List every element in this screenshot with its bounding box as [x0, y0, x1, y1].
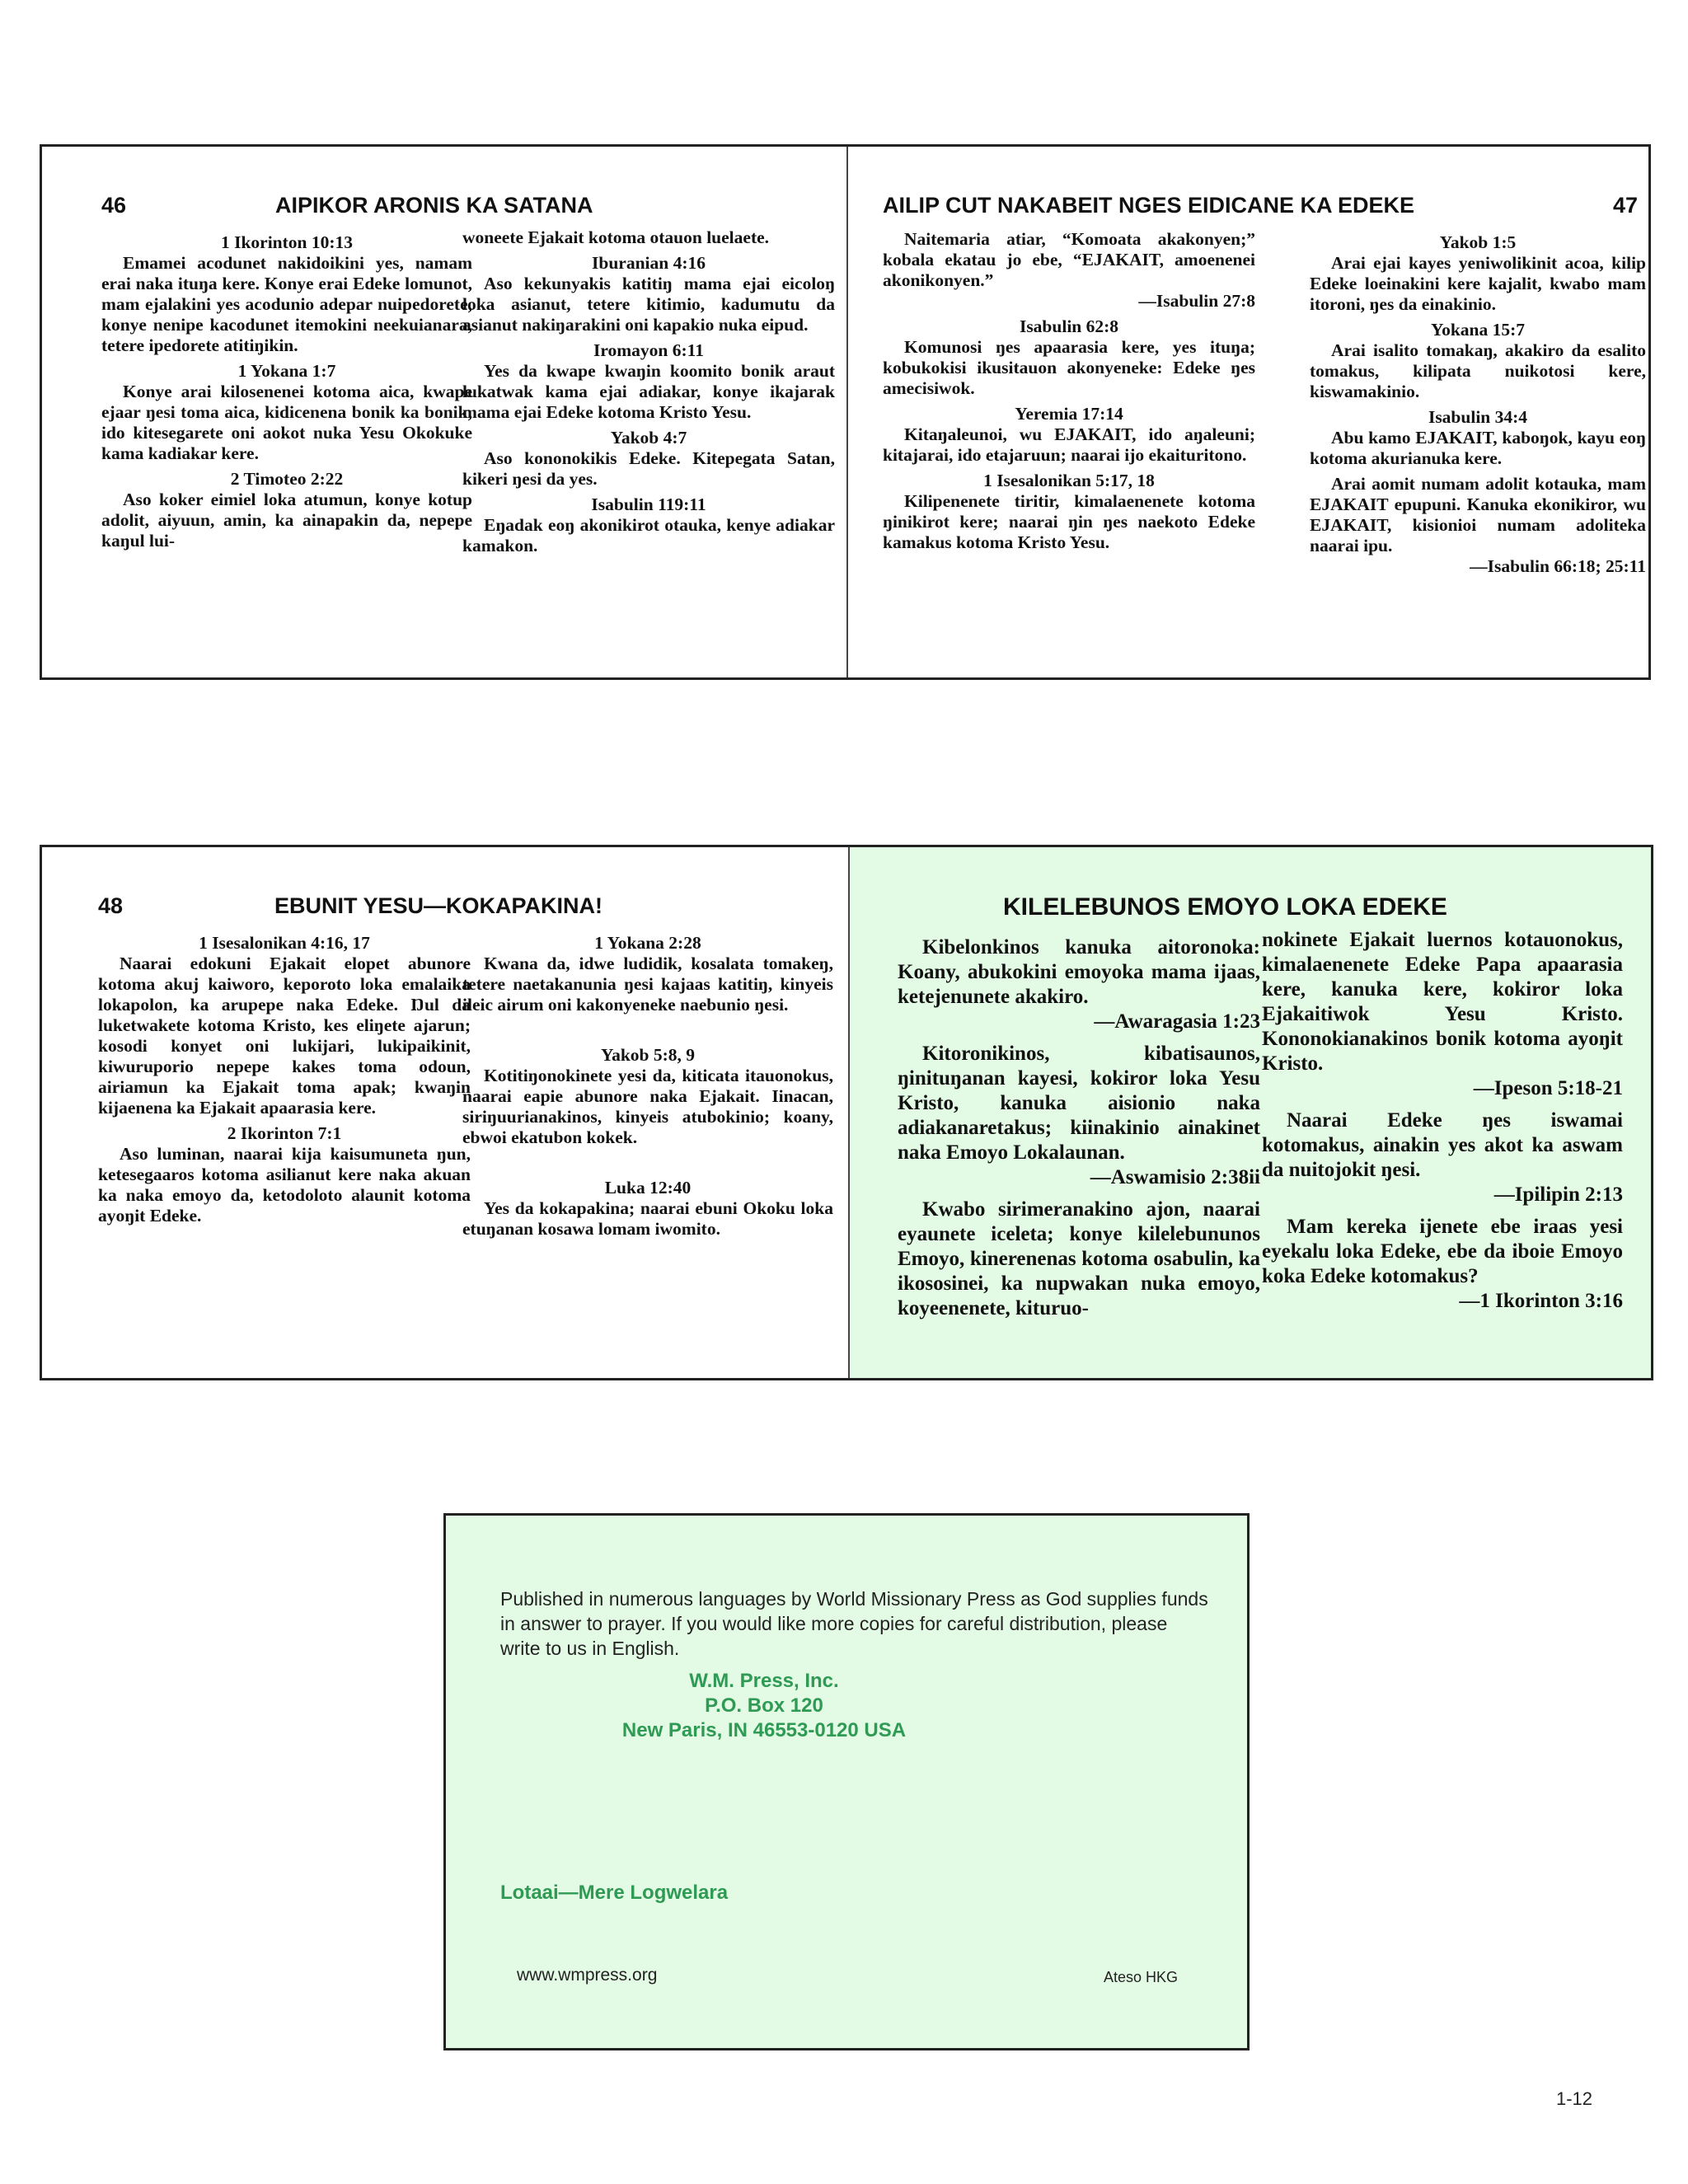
page-label: 1-12: [1556, 2088, 1593, 2109]
verse-text: woneete Ejakait kotoma otauon luelaete.: [462, 227, 770, 247]
verse-text: Kotitiŋonokinete yesi da, kiticata itauonokus, naarai eapie abunore naka Ejakait. Iinacan, siriŋuurianakinos, kinyeis atubokinio; koany, ebwoi ekatubon kokek.: [462, 1066, 833, 1147]
verse-text: Kwabo sirimeranakino ajon, naarai eyaunete iceleta; konye kilelebununos Emoyo, kinerenenas kotoma osabulin, ka ikososinei, ka nupwakan nuka emoyo, koyeenenete, kituruo-: [898, 1198, 1260, 1319]
page-title: EBUNIT YESU—KOKAPAKINA!: [274, 893, 603, 918]
spread-46-47: [40, 144, 1651, 680]
verse-text: Kilipenenete tiritir, kimalaenenete kotoma ŋinikirot kere; naarai ŋin ŋes naekoto Edeke kamakus kotoma Kristo Yesu.: [883, 491, 1255, 552]
verse-text: Konye arai kilosenenei kotoma aica, kwape ejaar ŋesi toma aica, kidicenena bonik ka bonik, ido kitesegarete oni aokot nuka Yesu Okokuke kama kadiakar kere.: [101, 382, 472, 463]
verse-text: Kitoronikinos, kibatisaunos, ŋinituŋanan kayesi, kokiror loka Yesu Kristo, kanuka aisionio naka adiakanaretakus; kiinakinio ainakinet naka Emoyo Lokalaunan.: [898, 1043, 1260, 1164]
page-title: KILELEBUNOS EMOYO LOKA EDEKE: [1003, 893, 1447, 921]
verse-text: Kwana da, idwe ludidik, kosalata tomakeŋ, tetere naetakanunia ŋesi kajaas katitiŋ, kinyeis ileic airum oni kakonyeneke naebunio ŋesi.: [462, 954, 833, 1015]
text-column-right: [1262, 928, 1623, 1314]
scripture-reference: Yeremia 17:14: [1015, 404, 1123, 424]
website-link[interactable]: www.wmpress.org: [517, 1966, 658, 1985]
verse-text: Yes da kwape kwaŋin koomito bonik araut lukatwak kama ejai adiakar, konye ikajarak mama ejai Edeke kotoma Kristo Yesu.: [462, 361, 835, 422]
address-line: New Paris, IN 46553-0120 USA: [621, 1719, 907, 1741]
verse-text: Aso kekunyakis katitiŋ mama ejai eicoloŋ loka asianut, tetere kitimio, kadumutu da asianut nakiŋarakini oni kapakio nuka eipud.: [462, 274, 835, 335]
verse-text: Arai isalito tomakaŋ, akakiro da esalito tomakus, kilipata nuikotosi kere, kiswamakinio.: [1310, 340, 1646, 401]
scripture-citation: —Isabulin 66:18; 25:11: [1470, 556, 1646, 576]
address-line: W.M. Press, Inc.: [689, 1670, 839, 1692]
verse-text: Mam kereka ijenete ebe iraas yesi eyekalu loka Edeke, ebe da iboie Emoyo koka Edeke kotomakus?: [1262, 1216, 1623, 1287]
verse-text: Arai ejai kayes yeniwolikinit acoa, kilip Edeke loeinakini kere kajalit, kwabo mam itoroni, ŋes da einakinio.: [1310, 253, 1646, 314]
verse-text: Aso koker eimiel loka atumun, konye kotup adolit, aiyuun, amin, ka ainapakin da, nepepe kaŋul lui-: [101, 490, 472, 551]
scripture-reference: 1 Isesalonikan 4:16, 17: [199, 933, 370, 953]
verse-text: nokinete Ejakait luernos kotauonokus, kimalaenenete Edeke Papa apaarasia kere, kanuka kere, kokiror loka Ejakaitiwok Yesu Kristo. Kononokianakinos bonik kotoma ayoŋit Kristo.: [1262, 929, 1623, 1075]
edition-code: Ateso HKG: [1104, 1969, 1179, 1985]
page-number: 47: [1613, 193, 1639, 218]
text-column-left: [98, 930, 471, 1226]
scripture-citation: —Ipilipin 2:13: [1493, 1183, 1623, 1206]
scripture-reference: Isabulin 34:4: [1428, 407, 1528, 427]
scripture-reference: 1 Isesalonikan 5:17, 18: [983, 471, 1155, 490]
verse-text: Naarai edokuni Ejakait elopet abunore kotoma akuj kaiworo, keporoto loka emalaika lokapolon, ka arupepe naka Edeke. Ŋul da luketwakete kotoma Kristo, kes eliŋete ajarun; kosodi konyet oni lukijari, lukipaikinit, kiwuruporio nepepe kakes toma odoun, airiamun ka Ejakait toma apak; kwaŋin kijaenena ka Ejakait apaarasia kere.: [98, 954, 471, 1118]
scripture-reference: 2 Ikorinton 7:1: [227, 1123, 342, 1143]
back-cover: [443, 1513, 1250, 2050]
verse-text: Kitaŋaleunoi, wu EJAKAIT, ido aŋaleuni; kitajarai, ido etajaruun; naarai ijo ekaituritono.: [883, 424, 1255, 465]
scripture-citation: —Isabulin 27:8: [1138, 291, 1255, 311]
address-line: P.O. Box 120: [705, 1694, 823, 1717]
scripture-reference: 1 Yokana 2:28: [594, 933, 701, 953]
verse-text: Aso luminan, naarai kija kaisumuneta ŋun, ketesegaaros kotoma asilianut kere naka akuan ka naka emoyo da, ketodoloto alaunit kotoma ayoŋit Edeke.: [98, 1144, 471, 1226]
scripture-citation: —Aswamisio 2:38ii: [1090, 1166, 1260, 1188]
verse-text: Naarai Edeke ŋes iswamai kotomakus, ainakin yes akot ka aswam da nuitojokit ŋesi.: [1262, 1109, 1623, 1181]
text-column-left: [883, 229, 1255, 553]
verse-text: Naitemaria atiar, “Komoata akakonyen;” kobala ekatau jo ebe, “EJAKAIT, amoenenei akonikonyen.”: [883, 229, 1255, 290]
page-title: AILIP CUT NAKABEIT NGES EIDICANE KA EDEKE: [883, 193, 1415, 218]
scripture-reference: 1 Ikorinton 10:13: [220, 232, 354, 252]
scripture-reference: Isabulin 119:11: [591, 494, 706, 514]
text-column-right: [462, 930, 833, 1240]
publisher-note: Published in numerous languages by World Missionary Press as God supplies funds in answer to prayer. If you would like more copies for careful distribution, please write to us in English.: [500, 1588, 1208, 1659]
scripture-reference: 2 Timoteo 2:22: [230, 469, 344, 489]
scripture-reference: 1 Yokana 1:7: [237, 361, 336, 381]
page-number: 48: [98, 893, 124, 918]
page-46: [42, 147, 848, 677]
page-title: AIPIKOR ARONIS KA SATANA: [275, 193, 593, 218]
verse-text: Eŋadak eoŋ akonikirot otauka, kenye adiakar kamakon.: [462, 515, 835, 555]
spread-48-49: [40, 845, 1653, 1380]
scripture-reference: Yakob 4:7: [610, 428, 687, 448]
verse-text: Komunosi ŋes apaarasia kere, yes ituŋa; kobukokisi ikusitauon akonyeneke: Edeke ŋes amecisiwok.: [883, 337, 1255, 398]
scripture-citation: —Awaragasia 1:23: [1094, 1010, 1260, 1033]
publisher-address: [500, 1669, 1028, 1743]
text-column-right: [1310, 229, 1646, 577]
booklet-title: Lotaai—Mere Logwelara: [500, 1882, 729, 1904]
page-49: [850, 847, 1651, 1378]
verse-text: Aso kononokikis Edeke. Kitepegata Satan, kikeri ŋesi da yes.: [462, 448, 835, 489]
scripture-reference: Iromayon 6:11: [593, 340, 704, 360]
verse-text: Yes da kokapakina; naarai ebuni Okoku loka etuŋanan kosawa lomam iwomito.: [462, 1198, 833, 1239]
scripture-reference: Luka 12:40: [604, 1178, 692, 1197]
verse-text: Abu kamo EJAKAIT, kaboŋok, kayu eoŋ kotoma akurianuka kere.: [1310, 428, 1646, 468]
verse-text: Kibelonkinos kanuka aitoronoka: Koany, abukokini emoyoka mama ijaas, ketejenunete akakiro.: [898, 936, 1260, 1008]
scripture-reference: Yokana 15:7: [1430, 320, 1526, 340]
scripture-reference: Yakob 5:8, 9: [600, 1045, 696, 1065]
scripture-citation: —Ipeson 5:18-21: [1473, 1077, 1623, 1099]
verse-text: Arai aomit numam adolit kotauka, mam EJAKAIT epupuni. Kanuka ekonikiror, wu EJAKAIT, kisionioi numam adoliteka naarai ipu.: [1310, 474, 1646, 555]
scripture-reference: Isabulin 62:8: [1019, 316, 1119, 336]
scripture-reference: Yakob 1:5: [1439, 232, 1517, 252]
page-48: [42, 847, 850, 1378]
page-number: 46: [101, 193, 127, 218]
text-column-left: [898, 928, 1260, 1321]
text-column-left: [101, 229, 472, 551]
page-47: [848, 147, 1648, 677]
scripture-reference: Iburanian 4:16: [592, 253, 706, 273]
text-column-right: [462, 227, 835, 556]
scripture-citation: —1 Ikorinton 3:16: [1459, 1290, 1623, 1312]
verse-text: Emamei acodunet nakidoikini yes, namam erai naka ituŋa kere. Konye erai Edeke lomunot, mam ejalakini yes acodunio adepar nuipedorete, konye nenipe kacodunet itemokini neekuianara, tetere ipedorete atitiŋikin.: [101, 253, 472, 355]
